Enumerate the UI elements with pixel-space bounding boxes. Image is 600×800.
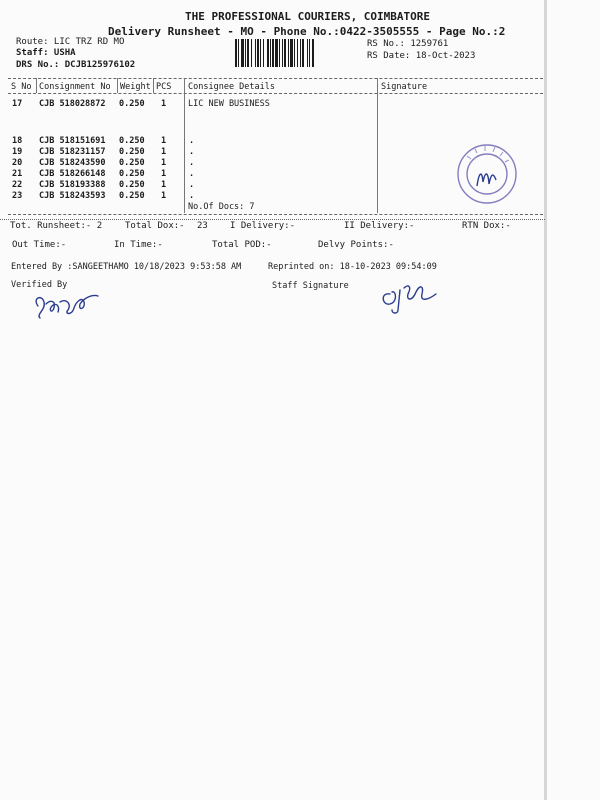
row-pcs: 1 [161,169,167,179]
route-label: Route: LIC TRZ RD MO [16,37,125,47]
col-header-pcs: PCS [156,82,172,92]
col-header-weight: Weight [120,82,151,92]
summary-rule [0,219,545,220]
row-pcs: 1 [161,147,167,157]
barcode-bar [260,39,261,67]
staff-label: Staff: USHA [16,48,76,58]
row-weight: 0.250 [119,191,145,201]
row-pcs: 1 [161,136,167,146]
row-sno: 23 [12,191,23,201]
row-consignment: CJB 518193388 [39,180,106,190]
row-consignee: . [189,136,195,146]
row-consignment: CJB 518151691 [39,136,106,146]
barcode-bar [294,39,295,67]
barcode-bar [297,39,298,67]
reprinted-on: Reprinted on: 18-10-2023 09:54:09 [268,262,437,272]
barcode-bar [245,39,246,67]
barcode-bar [275,39,278,67]
table-row [0,99,545,110]
barcode-bar [290,39,293,67]
delvy-points: Delvy Points:- [318,240,394,250]
row-pcs: 1 [161,191,167,201]
barcode-bar [282,39,283,67]
runsheet-title: Delivery Runsheet - MO - Phone No.:0422-3505555 - Page No.:2 [108,25,506,38]
page-edge [544,0,547,800]
row-consignee: LIC NEW BUSINESS [188,99,270,109]
row-sno: 22 [12,180,23,190]
col-divider [153,78,154,93]
out-time: Out Time:- [12,240,67,250]
in-time: In Time:- [114,240,163,250]
staff-signature [378,280,448,316]
row-consignment: CJB 518028872 [39,99,106,109]
barcode-bar [300,39,301,67]
i-delivery: I Delivery:- [230,221,296,231]
row-consignee: . [189,169,195,179]
table-bottom-rule [8,214,543,215]
col-header-sno: S No [11,82,32,92]
total-dox-label: Total Dox:- [125,221,185,231]
row-consignment: CJB 518231157 [39,147,106,157]
barcode-bar [247,39,249,67]
row-consignee: . [189,147,195,157]
row-pcs: 1 [161,158,167,168]
row-weight: 0.250 [119,169,145,179]
company-stamp [455,142,519,206]
barcode-bar [284,39,286,67]
barcode-bar [309,39,310,67]
row-weight: 0.250 [119,180,145,190]
row-sno: 19 [12,147,23,157]
staff-signature-label: Staff Signature [272,281,349,291]
barcode-bar [255,39,256,67]
row-consignee: . [189,191,195,201]
barcode-bar [257,39,259,67]
table-top-rule [8,78,543,79]
row-consignment: CJB 518243590 [39,158,106,168]
barcode-bar [251,39,252,67]
ii-delivery: II Delivery:- [344,221,415,231]
row-weight: 0.250 [119,136,145,146]
barcode [234,39,360,67]
col-header-consignee: Consignee Details [188,82,275,92]
barcode-bar [302,39,304,67]
total-pod: Total POD:- [212,240,272,250]
barcode-bar [288,39,289,67]
rs-number: RS No.: 1259761 [367,39,449,49]
row-sno: 17 [12,99,23,109]
barcode-bar [241,39,244,67]
total-dox-value: 23 [197,221,208,231]
entered-by: Entered By :SANGEETHAMO 10/18/2023 9:53:58 AM [11,262,242,272]
row-consignment: CJB 518243593 [39,191,106,201]
barcode-bar [312,39,314,67]
row-sno: 21 [12,169,23,179]
tot-runsheet: Tot. Runsheet:- 2 [10,221,103,231]
barcode-bar [270,39,271,67]
row-pcs: 1 [161,99,167,109]
col-header-consignment: Consignment No [39,82,111,92]
barcode-bar [238,39,239,67]
barcode-bar [279,39,280,67]
verifier-signature [28,288,108,322]
barcode-bar [263,39,264,67]
col-divider [36,78,37,93]
rtn-dox: RTN Dox:- [462,221,511,231]
row-consignment: CJB 518266148 [39,169,106,179]
barcode-bar [235,39,237,67]
row-weight: 0.250 [119,99,145,109]
col-divider [117,78,118,93]
row-sno: 20 [12,158,23,168]
drs-number: DRS No.: DCJB125976102 [16,60,136,70]
no-of-docs: No.Of Docs: 7 [188,202,255,212]
row-consignee: . [189,180,195,190]
row-weight: 0.250 [119,147,145,157]
rs-date: RS Date: 18-Oct-2023 [367,51,476,61]
row-consignee: . [189,158,195,168]
col-header-signature: Signature [381,82,428,92]
row-sno: 18 [12,136,23,146]
table-header-rule [8,93,543,94]
row-weight: 0.250 [119,158,145,168]
barcode-bar [272,39,274,67]
row-pcs: 1 [161,180,167,190]
verified-by: Verified By [11,280,68,290]
barcode-bar [307,39,308,67]
barcode-bar [267,39,269,67]
company-name: THE PROFESSIONAL COURIERS, COIMBATORE [185,10,431,23]
